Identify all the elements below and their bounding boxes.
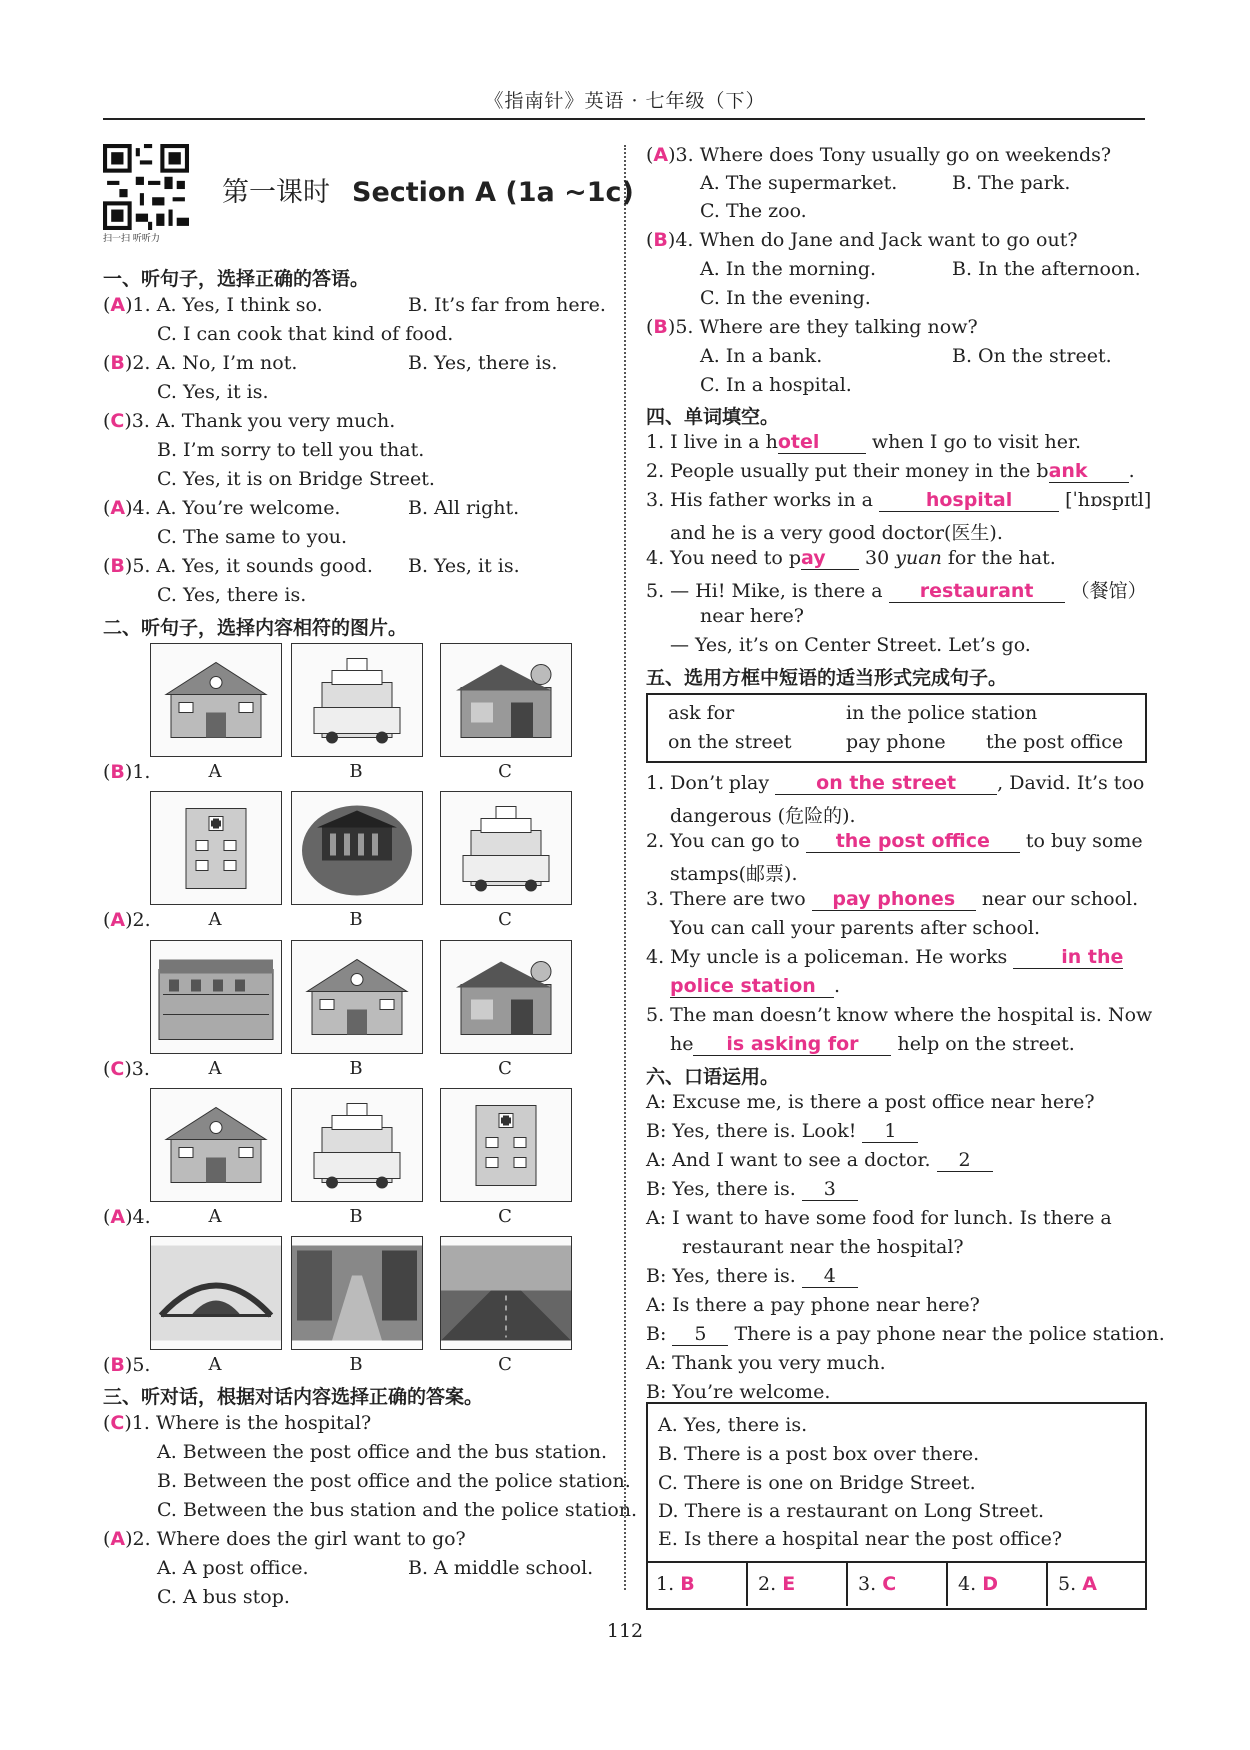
s3-item-1: (C)1. Where is the hospital? xyxy=(103,1412,372,1434)
section6-heading: 六、口语运用。 xyxy=(646,1066,780,1088)
dialog-line: A: I want to have some food for lunch. Is there a xyxy=(646,1207,1112,1229)
s3-item-2: (A)2. Where does the girl want to go? xyxy=(103,1528,466,1550)
option-c: C. Yes, it is. xyxy=(157,381,269,403)
s2-item-3: (C)3. xyxy=(103,1058,150,1080)
section2-heading: 二、听句子，选择内容相符的图片。 xyxy=(103,617,408,639)
fill-blank[interactable]: ank xyxy=(1049,460,1129,483)
picture-label: C xyxy=(498,761,512,782)
option-b: B. It’s far from here. xyxy=(408,294,606,316)
s4-item-5b: near here? xyxy=(700,605,804,627)
picture-label: C xyxy=(498,1206,512,1227)
fill-blank[interactable]: the post office xyxy=(806,830,1020,853)
phrase: pay phone xyxy=(846,731,946,753)
dialog-line: A: Is there a pay phone near here? xyxy=(646,1294,980,1316)
phrase: in the police station xyxy=(846,702,1038,724)
picture-label: C xyxy=(498,1354,512,1375)
police-station-picture[interactable] xyxy=(150,1088,282,1202)
picture-label: C xyxy=(498,909,512,930)
option-a: A. A post office. xyxy=(157,1557,309,1579)
answer: B xyxy=(110,761,125,783)
picture-label: B xyxy=(349,909,363,930)
option-c: C. I can cook that kind of food. xyxy=(157,323,454,345)
dialog-line: A: Thank you very much. xyxy=(646,1352,886,1374)
s4-item-3b: and he is a very good doctor(医生). xyxy=(670,522,1003,544)
answer: A xyxy=(653,144,669,166)
title-cn: 第一课时 xyxy=(222,177,330,208)
option-c: C. In the evening. xyxy=(700,287,871,309)
picture-label: C xyxy=(498,1058,512,1079)
dialog-line: A: Excuse me, is there a post office near here? xyxy=(646,1091,1095,1113)
option-c: C. In a hospital. xyxy=(700,374,852,396)
section1-heading: 一、听句子，选择正确的答语。 xyxy=(103,268,370,290)
s5-item-2: 2. You can go to the post office to buy some xyxy=(646,830,1143,852)
picture-label: B xyxy=(349,1206,363,1227)
page-header: 《指南针》英语 · 七年级（下） xyxy=(484,90,766,112)
dialog-line: B: 5 There is a pay phone near the police station. xyxy=(646,1323,1165,1345)
fill-blank[interactable]: pay phones xyxy=(812,888,976,911)
s5-item-3: 3. There are two pay phones near our school. xyxy=(646,888,1139,910)
post-office-picture[interactable] xyxy=(440,791,572,905)
fill-blank[interactable]: is asking for xyxy=(693,1033,891,1056)
s3-item-4: (B)4. When do Jane and Jack want to go out? xyxy=(646,229,1078,251)
blank-number[interactable]: 5 xyxy=(672,1323,728,1346)
answer: B xyxy=(653,229,668,251)
s4-item-5: 5. — Hi! Mike, is there a restaurant （餐馆） xyxy=(646,580,1147,602)
answer: B xyxy=(653,316,668,338)
hospital-picture[interactable] xyxy=(440,1088,572,1202)
phrase: ask for xyxy=(668,702,735,724)
option-b: B. Yes, it is. xyxy=(408,555,520,577)
dialog-line: B: You’re welcome. xyxy=(646,1381,831,1403)
page-number: 112 xyxy=(606,1620,644,1642)
answer: B xyxy=(110,352,125,374)
blank-number[interactable]: 4 xyxy=(802,1265,858,1288)
dialog-line: B: Yes, there is. 4 xyxy=(646,1265,858,1288)
phrase: the post office xyxy=(986,731,1124,753)
post-office-picture[interactable] xyxy=(291,1088,423,1202)
s3-item-5: (B)5. Where are they talking now? xyxy=(646,316,978,338)
restaurant-picture[interactable] xyxy=(440,940,572,1054)
dialog-line: A: And I want to see a doctor. 2 xyxy=(646,1149,993,1172)
option-b: B. I’m sorry to tell you that. xyxy=(157,439,425,461)
fill-blank[interactable]: otel xyxy=(778,431,866,454)
s4-item-1: 1. I live in a hotel when I go to visit her. xyxy=(646,431,1082,453)
phrase: on the street xyxy=(668,731,792,753)
fill-blank[interactable]: in the xyxy=(1013,946,1123,969)
answer-cell: 2. E xyxy=(746,1563,846,1606)
answer: B xyxy=(110,555,125,577)
picture-label: A xyxy=(208,1206,222,1227)
s4-item-2: 2. People usually put their money in the bank . xyxy=(646,460,1135,482)
option-c: C. A bus stop. xyxy=(157,1586,290,1608)
blank-number[interactable]: 1 xyxy=(862,1120,918,1143)
fill-blank[interactable]: restaurant xyxy=(889,580,1065,603)
picture-label: B xyxy=(349,1058,363,1079)
answer: B xyxy=(110,1354,125,1376)
option-b: B. All right. xyxy=(408,497,520,519)
answer: E xyxy=(782,1573,796,1595)
option-b: B. Yes, there is. xyxy=(408,352,558,374)
s5-item-2b: stamps(邮票). xyxy=(670,863,798,885)
section5-heading: 五、选用方框中短语的适当形式完成句子。 xyxy=(646,667,1008,689)
header-rule xyxy=(103,118,1145,120)
answer: A xyxy=(110,1528,126,1550)
s1-item-1: (A)1. A. Yes, I think so. xyxy=(103,294,323,316)
lesson-title xyxy=(222,170,634,209)
answer: A xyxy=(110,497,126,519)
s2-item-2: (A)2. xyxy=(103,909,151,931)
s4-item-3: 3. His father works in a hospital [ˈhɒspɪtl] xyxy=(646,489,1152,511)
option-c: C. The same to you. xyxy=(157,526,348,548)
picture-label: A xyxy=(208,1354,222,1375)
answer-cell: 1. B xyxy=(656,1573,695,1595)
answer: A xyxy=(110,1206,126,1228)
answer-cell: 4. D xyxy=(946,1563,1046,1606)
post-office-picture[interactable] xyxy=(291,643,423,757)
answer: B xyxy=(680,1573,695,1595)
choice: B. There is a post box over there. xyxy=(658,1443,980,1465)
blank-number[interactable]: 3 xyxy=(802,1178,858,1201)
column-divider xyxy=(624,145,626,1590)
answer: A xyxy=(110,909,126,931)
qr-code-icon[interactable] xyxy=(103,144,189,230)
answer: A xyxy=(110,294,126,316)
s5-item-4b: police station . xyxy=(670,975,841,997)
option-b: B. Between the post office and the police station. xyxy=(157,1470,631,1492)
police-station-picture[interactable] xyxy=(150,643,282,757)
s1-item-4: (A)4. A. You’re welcome. xyxy=(103,497,341,519)
answer: A xyxy=(1082,1573,1097,1595)
option-b: B. The park. xyxy=(952,172,1071,194)
dialog-line: B: Yes, there is. Look! 1 xyxy=(646,1120,918,1143)
picture-label: A xyxy=(208,761,222,782)
picture-label: B xyxy=(349,761,363,782)
s5-item-5: 5. The man doesn’t know where the hospital is. Now xyxy=(646,1004,1153,1026)
option-b: B. On the street. xyxy=(952,345,1112,367)
bank-picture[interactable] xyxy=(291,791,423,905)
choice: C. There is one on Bridge Street. xyxy=(658,1472,976,1494)
s2-item-1: (B)1. xyxy=(103,761,151,783)
dialog-line: restaurant near the hospital? xyxy=(682,1236,964,1258)
s2-item-4: (A)4. xyxy=(103,1206,151,1228)
section3-heading: 三、听对话，根据对话内容选择正确的答案。 xyxy=(103,1386,484,1408)
qr-caption: 扫一扫 听听力 xyxy=(103,234,160,244)
answer: C xyxy=(110,1412,125,1434)
s4-item-5c: — Yes, it’s on Center Street. Let’s go. xyxy=(670,634,1031,656)
option-c: C. The zoo. xyxy=(700,200,807,222)
dialog-line: B: Yes, there is. 3 xyxy=(646,1178,858,1201)
option-a: A. In the morning. xyxy=(700,258,877,280)
s1-item-2: (B)2. A. No, I’m not. xyxy=(103,352,298,374)
section4-heading: 四、单词填空。 xyxy=(646,406,780,428)
option-b: B. A middle school. xyxy=(408,1557,594,1579)
option-c: C. Yes, there is. xyxy=(157,584,307,606)
picture-label: A xyxy=(208,909,222,930)
fill-blank[interactable]: ay xyxy=(801,547,859,570)
option-c: C. Yes, it is on Bridge Street. xyxy=(157,468,435,490)
restaurant-picture[interactable] xyxy=(440,643,572,757)
s1-item-3: (C)3. A. Thank you very much. xyxy=(103,410,396,432)
title-en: Section A (1a ~1c) xyxy=(352,177,634,208)
option-a: A. The supermarket. xyxy=(700,172,898,194)
picture-label: A xyxy=(208,1058,222,1079)
choice: D. There is a restaurant on Long Street. xyxy=(658,1500,1045,1522)
blank-number[interactable]: 2 xyxy=(937,1149,993,1172)
fill-blank[interactable]: hospital xyxy=(879,489,1059,512)
s5-item-1b: dangerous (危险的). xyxy=(670,805,856,827)
s5-item-1: 1. Don’t play on the street , David. It’s too xyxy=(646,772,1145,794)
choice: E. Is there a hospital near the post office? xyxy=(658,1528,1063,1550)
road-picture[interactable] xyxy=(440,1236,572,1350)
street-picture[interactable] xyxy=(291,1236,423,1350)
bridge-picture[interactable] xyxy=(150,1236,282,1350)
s2-item-5: (B)5. xyxy=(103,1354,151,1376)
s5-item-4: 4. My uncle is a policeman. He works in the xyxy=(646,946,1124,968)
answer: C xyxy=(110,1058,125,1080)
s4-item-4: 4. You need to pay 30 yuan for the hat. xyxy=(646,547,1056,569)
supermarket-picture[interactable] xyxy=(150,940,282,1054)
option-b: B. In the afternoon. xyxy=(952,258,1141,280)
s5-item-3b: You can call your parents after school. xyxy=(670,917,1041,939)
option-a: A. In a bank. xyxy=(700,345,823,367)
answer-cell: 3. C xyxy=(846,1563,946,1606)
fill-blank[interactable]: on the street xyxy=(775,772,997,795)
answer: C xyxy=(110,410,125,432)
picture-label: B xyxy=(349,1354,363,1375)
option-c: C. Between the bus station and the police station. xyxy=(157,1499,638,1521)
s3-item-3: (A)3. Where does Tony usually go on weekends? xyxy=(646,144,1112,166)
s1-item-5: (B)5. A. Yes, it sounds good. xyxy=(103,555,373,577)
s5-item-5b: he is asking for help on the street. xyxy=(670,1033,1075,1055)
hospital-picture[interactable] xyxy=(150,791,282,905)
answer-cell: 5. A xyxy=(1046,1563,1146,1606)
option-a: A. Between the post office and the bus station. xyxy=(157,1441,608,1463)
answer: C xyxy=(882,1573,897,1595)
fill-blank[interactable]: police station xyxy=(670,975,834,998)
answer: D xyxy=(982,1573,998,1595)
police-station-picture[interactable] xyxy=(291,940,423,1054)
choice: A. Yes, there is. xyxy=(658,1414,808,1436)
